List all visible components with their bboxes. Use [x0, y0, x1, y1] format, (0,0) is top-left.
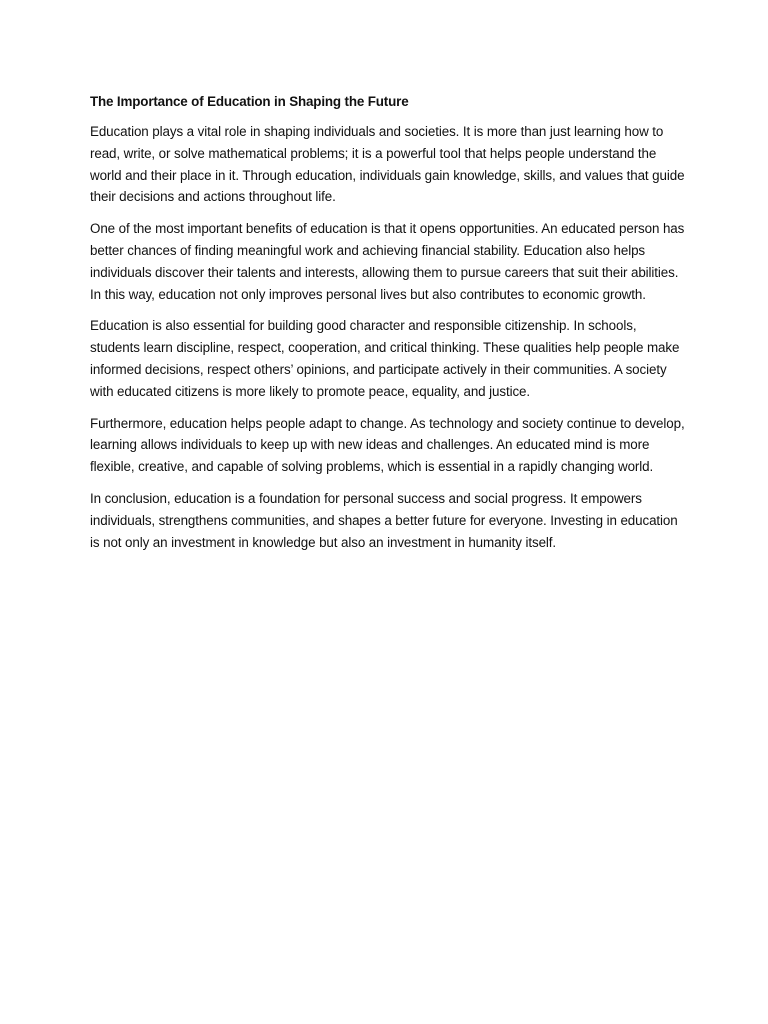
paragraph-opportunities: One of the most important benefits of education is that it opens opportunities. An educated person has better chances of finding meaningful work and achieving financial stability. Education also helps individuals discover their talents and interests, allowing them to pursue careers that suit their abilities. In this way, education not only improves personal lives but also contributes to economic growth. — [90, 221, 685, 302]
document-body — [90, 93, 686, 563]
paragraph-conclusion: In conclusion, education is a foundation for personal success and social progress. It empowers individuals, strengthens communities, and shapes a better future for everyone. Investing in education is not only an investment in knowledge but also an investment in humanity itself. — [90, 490, 678, 550]
paragraph-adapt-to-change: Furthermore, education helps people adapt to change. As technology and society continue to develop, learning allows individuals to keep up with new ideas and challenges. An educated mind is more flexible, creative, and capable of solving problems, which is essential in a rapidly changing world. — [90, 415, 685, 475]
paragraph-character: Education is also essential for building good character and responsible citizenship. In schools, students learn discipline, respect, cooperation, and critical thinking. These qualities help people make informed decisions, respect others’ opinions, and participate actively in their communities. A society with educated citizens is more likely to promote peace, equality, and justice. — [90, 318, 680, 399]
document-title: The Importance of Education in Shaping the Future — [90, 94, 409, 109]
paragraph-introduction: Education plays a vital role in shaping individuals and societies. It is more than just learning how to read, write, or solve mathematical problems; it is a powerful tool that helps people understand the world and their place in it. Through education, individuals gain knowledge, skills, and values that guide their decisions and actions throughout life. — [90, 124, 685, 205]
